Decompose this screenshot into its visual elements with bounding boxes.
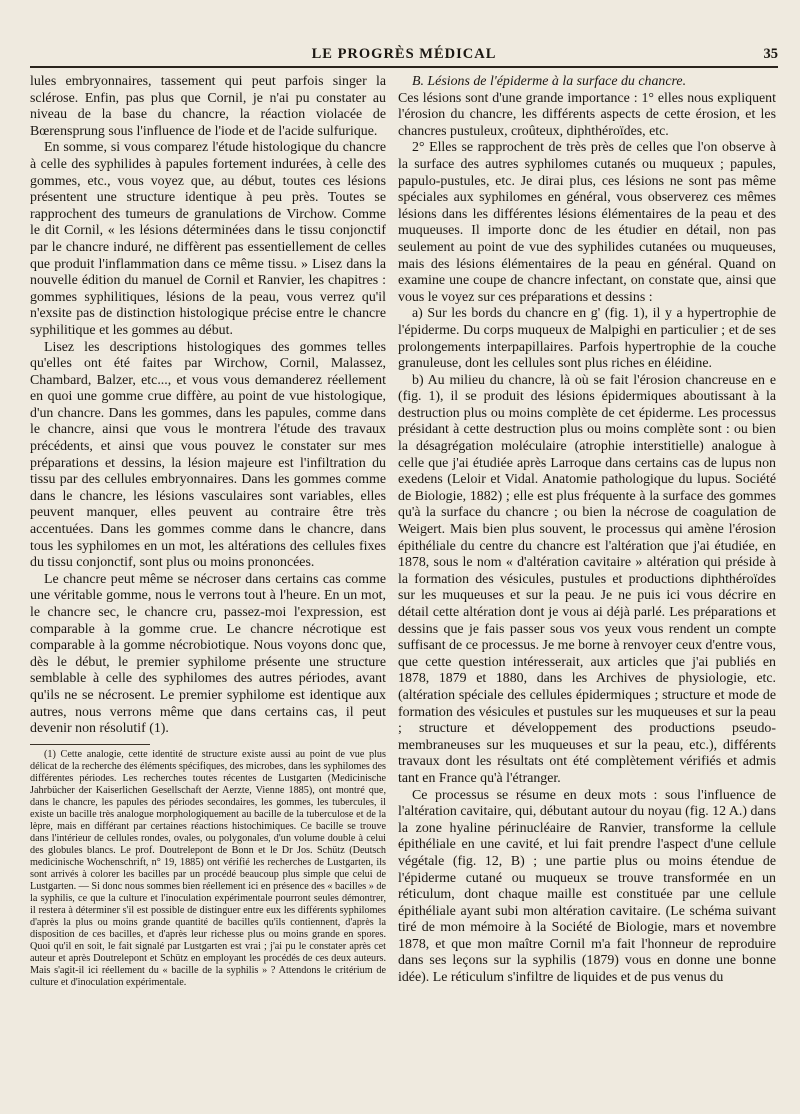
footnote xyxy=(30,749,386,989)
left-paragraph-2: En somme, si vous comparez l'étude histologique du chancre à celle des syphilides à papules fortement indurées, à celle des gommes, etc., vous voyez que, au début, toutes ces lésions présentent une structure identique à peu près. Toutes se rapprochent des tumeurs de granulations de Virchow. Comme le dit Cornil, « les lésions déterminées dans le tissu conjonctif par le chancre induré, ne diffèrent pas essentiellement de celles que produit l'inflammation dans ce même tissu. » Lisez dans la nouvelle édition du manuel de Cornil et Ranvier, les chapitres : gommes syphilitiques, lésions de la peau, vous verrez qu'il n'exsite pas de distinction histologique précise entre le chancre syphilitique et les gommes au début. xyxy=(30,140,386,338)
left-paragraph-3: Lisez les descriptions histologiques des gommes telles qu'elles ont été faites par Wirchow, Cornil, Malassez, Chambard, Balzer, etc..., et vous vous demanderez réellement en quoi une gomme crue diffère, au point de vue histologique, d'un chancre. Dans les gommes, dans les papules, comme dans le chancre, ainsi que vous le montrera l'étude des travaux précédents, et ainsi que vous pouvez le constater sur mes préparations et dessins, la lésion majeure est l'infiltration du tissu par des cellules embryonnaires. Dans les gommes comme dans le chancre, les lésions vasculaires sont variables, elles peuvent manquer, elles peuvent au contraire être très accentuées. Dans les gommes comme dans le chancre, dans tous les syphilomes en un mot, les altérations des cellules fixes du tissu conjonctif, sont plus ou moins prononcées. xyxy=(30,339,386,571)
left-column xyxy=(30,74,386,989)
right-paragraph-2: 2° Elles se rapprochent de très près de celles que l'on observe à la surface des autres syphilomes cutanés ou muqueux ; papules, papulo-pustules, etc. Je dirai plus, ces lésions ne sont pas même spéciales aux syphilomes en général, vous observerez ces mêmes lésions dans les différentes lésions élémentaires de la peau et des muqueuses. Il importe donc de les étudier en détail, non pas seulement au point de vue des syphilides cutanées ou muqueuses, mais des lésions élémentaires de la peau en général. Quand on examine une coupe de chancre infectant, on constate que, ainsi que vous le voyez sur ces préparations et dessins : xyxy=(398,140,776,305)
right-paragraph-1: Ces lésions sont d'une grande importance : 1° elles nous expliquent l'érosion du chancre, les différents aspects de cette érosion, et les chancres pustuleux, croûteux, diphthéroïdes, etc. xyxy=(398,90,776,139)
left-paragraph-4: Le chancre peut même se nécroser dans certains cas comme une véritable gomme, nous le verrons tout à l'heure. En un mot, le chancre sec, le chancre cru, passez-moi l'expression, est comparable à la gomme crue. Le chancre nécrotique est comparable à la gomme nécrobiotique. Nous voyons donc que, dès le début, le premier syphilome présente une structure semblable à celle des syphilomes des autres périodes, avant qu'ils ne se nécrosent. Le premier syphilome est identique aux autres, nous verrons même que dans certains cas, il peut devenir non résolutif (1). xyxy=(30,571,386,737)
footnote-divider xyxy=(30,744,150,745)
footnote-text: (1) Cette analogie, cette identité de structure existe aussi au point de vue plus délicat de la recherche des éléments spécifiques, des microbes, dans les syphilomes des différentes périodes. Les recherches toutes récentes de Lustgarten (Medicinische Jahrbücher der Kaiserlichen Gesellschaft der Aerzte, Vienne 1885), ont montré que, dans le chancre, les papules des périodes secondaires, les gommes, les tubercules, il existe un bacille très analogue morphologiquement au bacille de la tuberculose et de la lèpre, mais en différant par certaines réactions histochimiques. Ce bacille se trouve dans l'intérieur de cellules rondes, ovales, ou polygonales, d'un volume double à celui des globules blancs. Le prof. Doutrelepont de Bonn et le Dr Jos. Schütz (Deutsch medicinische Wochenschrift, n° 19, 1885) ont vérifié les recherches de Lustgarten, ils sont arrivés à colorer les bacilles par un procédé beaucoup plus simple que celui de Lustgarten. — Si donc nous sommes bien réellement ici en présence des « bacilles » de la syphilis, ce que la culture et l'inoculation expérimentale pourront seules démontrer, il restera à déterminer s'il est possible de distinguer entre eux les différents syphilomes d'après la plus ou moins grande quantité de bacilles qu'ils contiennent, d'après la disposition de ces bacilles, et d'après leur richesse plus ou moins grande en spores. Quoi qu'il en soit, le fait signalé par Lustgarten est vrai ; j'ai pu le constater après cet auteur et après Doutrelepont et Schütz en employant les procédés de ces deux auteurs. Mais s'agit-il ici réellement du « bacille de la syphilis » ? Attendons le critérium de culture et d'inoculation expérimentale. xyxy=(30,748,386,988)
section-title: B. Lésions de l'épiderme à la surface du chancre. xyxy=(412,74,687,89)
right-paragraph-5: Ce processus se résume en deux mots : sous l'influence de l'altération cavitaire, qui, débutant autour du noyau (fig. 12 A.) dans la zone hyaline périnucléaire de Ranvier, transforme la cellule épithéliale en une cavité, et lui fait prendre l'aspect d'une cellule végétale (fig. 12, B) ; une partie plus ou moins étendue de l'épiderme cutané ou muqueux se trouve transformée en un réticulum, dont chaque maille est constituée par une cellule épithéliale ayant subi mon altération cavitaire. (Le schéma suivant tiré de mon mémoire à la Société de Biologie, mars et novembre 1878, et que mon maître Cornil m'a fait l'honneur de reproduire dans ses leçons sur la syphilis (1879) vous en donne une bonne idée). Le réticulum s'infiltre de liquides et de pus venus du xyxy=(398,787,776,986)
right-paragraph-3: a) Sur les bords du chancre en g' (fig. 1), il y a hypertrophie de l'épiderme. Du corps muqueux de Malpighi en particulier ; et de ses prolongements interpapillaires. Parfois hypertrophie de la couche granuleuse, dont les cellules sont plus riches en éléidine. xyxy=(398,306,776,372)
page-header xyxy=(30,44,778,68)
right-column xyxy=(398,74,776,987)
left-paragraph-1: lules embryonnaires, tassement qui peut parfois singer la sclérose. Enfin, pas plus que Cornil, je n'ai pu constater au niveau de la base du chancre, la réaction violacée de Bœrensprung sous l'influence de l'iode et de l'acide sulfurique. xyxy=(30,74,386,139)
journal-title: LE PROGRÈS MÉDICAL xyxy=(311,46,497,62)
page-number: 35 xyxy=(763,46,778,62)
right-paragraph-4: b) Au milieu du chancre, là où se fait l'érosion chancreuse en e (fig. 1), il se produit des lésions épidermiques aboutissant à la destruction plus ou moins complète de cet épiderme. Les processus présidant à cette destruction plus ou moins complète sont : ou bien la désagrégation moléculaire (atrophie interstitielle) analogue à celle que j'ai étudiée après Larroque dans certains cas de lupus non exedens (Leloir et Vidal. Anatomie pathologique du lupus. Société de Biologie, 1882) ; elle est plus fréquente à la surface des gommes qu'à la surface du chancre ; ou bien la nécrose de coagulation de Weigert. Mais bien plus souvent, le processus qui amène l'érosion épithéliale du centre du chancre est l'altération que j'ai étudiée, en 1878, sous le nom « d'altération cavitaire » altération qui préside à la formation des vésicules, pustules et productions diphthéroïdes sur les muqueuses et sur la peau. Je ne puis ici vous décrire en détail cette altération dont je vous ai déjà parlé. Les préparations et dessins que je fais passer sous vos yeux vous rendent un compte suffisant de ce processus. Je me borne à renvoyer ceux d'entre vous, que cette question intéresserait, aux articles que j'ai publiés en 1878, 1879 et 1880, dans les Archives de physiologie, etc. (altération spéciale des cellules épidermiques ; structure et mode de formation des vésicules et pustules sur les muqueuses et sur la peau ; structure et développement des productions pseudo-membraneuses sur les muqueuses et sur la peau, etc.), différents travaux dont les résultats ont été complètement vérifiés et admis tant en France qu'à l'étranger. xyxy=(398,372,776,786)
